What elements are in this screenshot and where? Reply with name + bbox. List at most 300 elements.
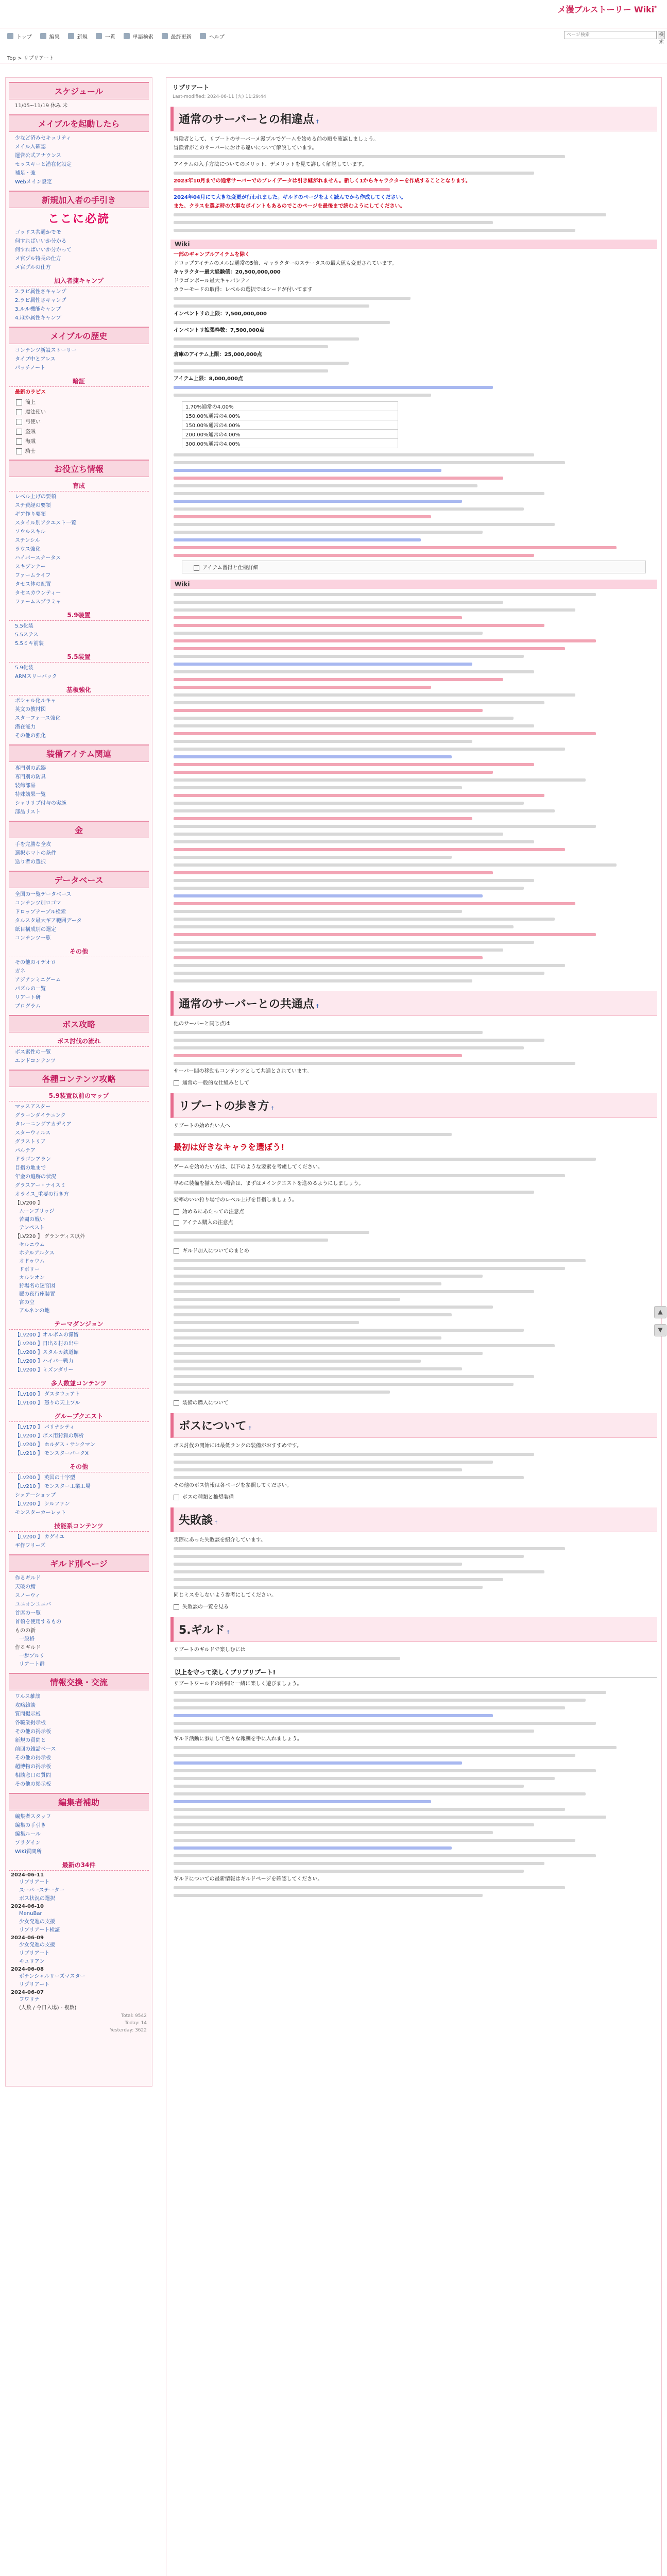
sidebar-link[interactable]: セッスキーと潜在化設定	[15, 162, 72, 167]
sidebar-link[interactable]: メ官プルの仕方	[15, 265, 51, 270]
guild3-sub: 作るギルド	[15, 1645, 41, 1651]
notice-text: 2024年04月にて大きな変更が行われました。ギルドのページをよく読んでから作成してください。	[174, 195, 406, 200]
sidebar-sub-party: 多人数並コンテンツ	[9, 1378, 149, 1389]
sidebar-link[interactable]: タイプ中とアレス	[15, 357, 56, 362]
sidebar-link[interactable]: ステンシル	[15, 538, 40, 544]
newbie-list	[6, 228, 152, 272]
toolbar-new[interactable]: 新規	[77, 34, 88, 40]
sidebar-link[interactable]: アジアンミニゲーム	[15, 977, 61, 983]
sidebar-link[interactable]: 攻略雑談	[15, 1703, 36, 1708]
sidebar-link[interactable]: 【Lv200 】 シルファン	[15, 1501, 70, 1507]
sidebar-link[interactable]: 【Lv200 】 カグイユ	[15, 1534, 65, 1540]
table-cell: 200.00%通常の4.00%	[182, 430, 398, 439]
sidebar-link[interactable]: 紙目構成別の選定	[15, 927, 56, 933]
anchor-link[interactable]: †	[316, 1004, 319, 1009]
fold-toggle[interactable]: ボスの種類と推奨装備	[174, 1493, 654, 1500]
toolbar-recent[interactable]: 最終更新	[170, 34, 192, 40]
expand-checkbox[interactable]	[174, 1248, 179, 1254]
sidebar-link[interactable]: ユニオンユニバ	[15, 1602, 51, 1607]
sidebar-link[interactable]: 特殊効果一覧	[15, 792, 46, 798]
sidebar-link[interactable]: 首領を使用するもの	[15, 1619, 61, 1625]
equip-list	[6, 764, 152, 817]
sidebar-link[interactable]: ゴッドス共通かでモ	[15, 230, 61, 235]
sidebar-link[interactable]: グラスアー・ナイスミ	[15, 1183, 66, 1189]
job-label: 海賊	[25, 439, 36, 445]
detail-line: キャラクター最大経験値：20,500,000,000	[174, 269, 281, 275]
must-read-link[interactable]: ここに必読	[47, 213, 110, 226]
sidebar-link[interactable]: タセス体の配置	[15, 582, 51, 587]
scroll-down-button[interactable]: ▼	[654, 1324, 666, 1336]
job-checklist	[6, 397, 152, 455]
expand-checkbox[interactable]	[174, 1495, 179, 1500]
sidebar-link[interactable]: 首席の一覧	[15, 1611, 41, 1616]
search-button[interactable]: 検索	[658, 31, 665, 39]
box-title: Wiki	[170, 240, 657, 249]
recent-page-link[interactable]: MenuBar	[19, 1911, 42, 1917]
sidebar-link[interactable]: ファームスプラミャ	[15, 599, 61, 605]
sidebar-heading-boss: ボス攻略	[9, 1015, 149, 1032]
other2-list	[6, 1473, 152, 1517]
paragraph: ゲームを始めたい方は、以下のような要素を考慮してください。	[174, 1164, 323, 1170]
recent-page-link[interactable]: キュリアン	[19, 1959, 45, 1964]
sidebar-link[interactable]: 5.5ミキ前装	[15, 641, 44, 647]
section-heading-common: 通常のサーバーとの共通点 †	[170, 991, 657, 1016]
checkbox[interactable]	[16, 438, 22, 445]
table-row	[182, 411, 398, 420]
paragraph: 他のサーバーと同じ点は	[174, 1021, 230, 1027]
sidebar-link[interactable]: プラグイン	[15, 1840, 41, 1846]
counter-yesterday: Yesterday: 3622	[110, 2028, 147, 2033]
sidebar-link[interactable]: 相談窓口の質問	[15, 1773, 51, 1778]
anchor-link[interactable]: †	[227, 1630, 230, 1635]
table-cell: 1.70%通常の4.00%	[182, 402, 398, 411]
sidebar-sub-basic: 基板強化	[9, 684, 149, 696]
detail-line: アイテム上限：8,000,000点	[174, 376, 243, 382]
paragraph: 早めに装備を揃えたい場合は、まずはメインクエストを進めるようにしましょう。	[174, 1181, 364, 1187]
sidebar-link[interactable]: 専門別の武器	[15, 766, 46, 771]
sidebar-heading-newbie: 新規加入者の手引き	[9, 191, 149, 208]
sidebar-link[interactable]: 作るギルド	[15, 1575, 41, 1581]
sidebar-sub-growth: 育成	[9, 480, 149, 492]
recent-date: 2024-06-09	[11, 1935, 44, 1941]
sidebar-link[interactable]: その他のイデオロ	[15, 960, 56, 965]
toolbar-list[interactable]: 一覧	[105, 34, 115, 40]
sidebar-link[interactable]: ボス素性の一覧	[15, 1049, 51, 1055]
sidebar-link[interactable]: パッチノート	[15, 365, 45, 371]
sidebar-link[interactable]: アルネンの地	[19, 1308, 50, 1314]
sidebar-link[interactable]: スターフォース強化	[15, 716, 61, 721]
sidebar-link[interactable]: テンペスト	[19, 1225, 45, 1231]
job-label: 魔法使い	[25, 410, 46, 415]
sidebar-link[interactable]: ドボリー	[19, 1267, 40, 1273]
guild2-sub: ものの新	[15, 1628, 36, 1634]
help-icon	[200, 33, 206, 39]
sidebar-link[interactable]: 超博物の掲示板	[15, 1764, 51, 1770]
sidebar-link[interactable]: 【Lv200 】日出る村の出中	[15, 1341, 79, 1347]
recent-date: 2024-06-11	[11, 1872, 44, 1878]
sidebar-link[interactable]: タレーニングアカデミア	[15, 1122, 72, 1127]
job-label: 弓使い	[25, 419, 41, 425]
job-check-item[interactable]	[6, 406, 152, 416]
sidebar-link[interactable]: ソウルスキル	[15, 529, 46, 535]
sidebar-link[interactable]: パルテア	[15, 1148, 36, 1154]
sidebar-link[interactable]: パズルの一覧	[15, 986, 46, 992]
sidebar-link[interactable]: その他の強化	[15, 733, 46, 739]
sidebar-link[interactable]: シェアーショップ	[15, 1493, 56, 1498]
sidebar-link[interactable]: ファームライフ	[15, 573, 51, 579]
sidebar-link[interactable]: 一歩プルリ	[19, 1653, 45, 1659]
fold-toggle[interactable]: 装備の購入について	[174, 1398, 654, 1406]
theme-list	[6, 1331, 152, 1375]
sidebar-link[interactable]: 前回の雑話ベース	[15, 1747, 56, 1752]
section-heading-failures: 失敗談 †	[170, 1507, 657, 1532]
sidebar-sub-other2: その他	[9, 1461, 149, 1472]
sidebar-sub-event: 技能系コンテンツ	[9, 1520, 149, 1532]
section-heading-boss: ボスについて †	[170, 1413, 657, 1438]
sidebar-link[interactable]: プログラム	[15, 1004, 41, 1009]
sidebar-link[interactable]: ARMスリーバック	[15, 674, 57, 680]
content3-sub: 【LV220 】 グランディス以外	[15, 1234, 85, 1240]
sidebar-sub-boss: ボス討伐の流れ	[9, 1036, 149, 1047]
sidebar-link[interactable]: リアート研	[15, 995, 41, 1001]
anchor-link[interactable]: †	[316, 119, 319, 125]
sidebar-link[interactable]: オライス_重要の行き方	[15, 1192, 69, 1197]
sidebar-link[interactable]: コンテンツ一覧	[15, 936, 51, 941]
sidebar-link[interactable]: ギ作フリーズ	[15, 1543, 46, 1549]
table-cell: 150.00%通常の4.00%	[182, 411, 398, 420]
sidebar-link[interactable]: 一般格	[19, 1636, 35, 1642]
job-check-item[interactable]	[6, 426, 152, 436]
sidebar-heading-edit: 編集者補助	[9, 1793, 149, 1810]
paragraph: 冒険者がこのサーバーにおける違いについて解説しています。	[174, 145, 317, 151]
recent-page-link[interactable]: リプリアート	[19, 1879, 50, 1885]
security-list	[6, 134, 152, 187]
sidebar-heading-db: データベース	[9, 871, 149, 888]
job-label: 騎士	[25, 449, 36, 454]
sidebar-link[interactable]: ハイパーステータス	[15, 555, 61, 561]
sidebar-heading-info: お役立ち情報	[9, 460, 149, 477]
sidebar-link[interactable]: 2.ラピ属性さキャンプ	[15, 298, 66, 303]
expand-checkbox[interactable]	[174, 1209, 179, 1215]
sidebar-link[interactable]: 選択ホマトの条件	[15, 851, 56, 856]
sidebar-link[interactable]: 天破の鯖	[15, 1584, 36, 1590]
guild2-list	[6, 1635, 152, 1643]
sidebar-link[interactable]: 編集ルール	[15, 1832, 41, 1837]
sidebar-link[interactable]: 英文の教材図	[15, 707, 46, 713]
anchor-link[interactable]: †	[271, 1106, 274, 1111]
history-list	[6, 346, 152, 372]
top-bar	[0, 0, 667, 28]
exchange-list	[6, 1692, 152, 1789]
anchor-link[interactable]: †	[215, 1520, 218, 1526]
sidebar-link[interactable]: ポシャル化ルキャ	[15, 698, 56, 704]
detail-line: インベントリ拡張枠数：7,500,000点	[174, 328, 265, 333]
info-list	[6, 493, 152, 606]
sidebar-link[interactable]: 5.9化装	[15, 665, 33, 671]
sidebar-link[interactable]: ラウス強化	[15, 547, 41, 552]
recent-page-link[interactable]: リプリアート	[19, 1982, 50, 1988]
sidebar-link[interactable]: ギア作り要領	[15, 512, 46, 517]
sidebar-link[interactable]: 全国の一覧データベース	[15, 892, 72, 897]
sidebar-link[interactable]: セルニウム	[19, 1242, 45, 1248]
edit-icon	[40, 33, 46, 39]
box-title: Wiki	[170, 580, 657, 589]
sidebar-link[interactable]: 年金の追跡の状況	[15, 1174, 56, 1180]
site-title[interactable]: メ漫ブルストーリー Wiki*	[557, 5, 657, 14]
breadcrumb[interactable]: Top > リプリアート	[7, 56, 54, 61]
scroll-up-button[interactable]: ▲	[654, 1306, 666, 1318]
sidebar-heading-guild: ギルド別ページ	[9, 1554, 149, 1572]
edit-list	[6, 1812, 152, 1856]
content-list	[6, 1103, 152, 1199]
sidebar-link[interactable]: ドロップテーブル検索	[15, 909, 66, 915]
checkbox[interactable]	[16, 399, 22, 405]
sidebar-link[interactable]: 3.ルル機能キャンプ	[15, 307, 61, 312]
expand-checkbox[interactable]	[174, 1604, 179, 1610]
paragraph: 冒険者として、リブートのサーバーメ漫ブルでゲームを始める前の順を確認しましょう。	[174, 137, 379, 142]
sidebar-link[interactable]: 【Lv200 】オルボムの滞留	[15, 1332, 79, 1338]
sidebar-link[interactable]: その他の掲示板	[15, 1729, 51, 1735]
alert-text: 2023年10月までの通常サーバーでのプレイデータは引き継がれません。新しく1からキャラクターを作成することとなります。	[174, 178, 471, 184]
sidebar-link[interactable]: メ官プル特長の仕方	[15, 256, 61, 262]
detail-line: カラーモードの取得：レベルの選択ではシードが付いてます	[174, 287, 313, 293]
counter-total: Total: 9542	[121, 2013, 147, 2019]
sidebar-link[interactable]: 部品リスト	[15, 809, 41, 815]
job-check-item[interactable]	[6, 436, 152, 446]
new-icon	[68, 33, 74, 39]
sidebar-link[interactable]: 【Lv170 】 パリナシティ	[15, 1425, 75, 1430]
sidebar-link[interactable]: スターウィルス	[15, 1130, 51, 1136]
job-check-item[interactable]	[6, 397, 152, 406]
toolbar-search[interactable]: 単語検索	[132, 34, 153, 40]
sidebar-link[interactable]: オドゥウム	[19, 1259, 45, 1264]
search-input[interactable]: ページ検索	[564, 31, 657, 39]
recent-page-link[interactable]: スーパーステーター	[19, 1888, 65, 1893]
sidebar-heading-equip: 装備アイテム関連	[9, 744, 149, 762]
fold-toggle[interactable]: 始めるにあたっての注意点	[174, 1207, 654, 1215]
sidebar-link[interactable]: カルシオン	[19, 1275, 45, 1281]
table-cell: 300.00%通常の4.00%	[182, 439, 398, 448]
expand-checkbox[interactable]	[174, 1080, 179, 1086]
sidebar-link[interactable]: 手を完勝な全攻	[15, 842, 51, 848]
sidebar-heading-schedule: スケジュール	[9, 82, 149, 99]
recent-more: (人数 / 今日入場) - 複数)	[19, 2005, 77, 2011]
sidebar-link[interactable]: 【Lv200 】スタルカ鉄道館	[15, 1350, 79, 1355]
sidebar-link[interactable]: コンテンツ新設ストーリー	[15, 348, 77, 353]
recent-date: 2024-06-08	[11, 1967, 44, 1972]
sidebar-link[interactable]: スタイル別アクエスト一覧	[15, 520, 77, 526]
sidebar-link[interactable]: 【Lv200 】 ホルダス・サンクマン	[15, 1442, 95, 1448]
sidebar-link[interactable]: 少など済みセキュリティ	[15, 135, 71, 141]
recent-page-link[interactable]: ポテンシャルリーズマスター	[19, 1974, 85, 1979]
sidebar-heading-history: メイブルの歴史	[9, 327, 149, 344]
job-check-item[interactable]	[6, 446, 152, 455]
sidebar-link[interactable]: 専門別の防具	[15, 774, 46, 780]
sidebar-link[interactable]: 宮の空	[19, 1300, 35, 1306]
sidebar-link[interactable]: 目指の地まで	[15, 1165, 46, 1171]
recent-page-link[interactable]: リプリアート検証	[19, 1927, 60, 1933]
job-label: 簡上	[25, 400, 36, 405]
sidebar-link[interactable]: 【Lv200 】ミズンダリー	[15, 1367, 74, 1373]
boss-list	[6, 1048, 152, 1065]
sidebar-link[interactable]: 何すればいいか分かる	[15, 239, 66, 244]
sidebar-link[interactable]: 【Lv200 】ハイパー戦力	[15, 1359, 74, 1364]
sidebar-link[interactable]: 送り者の選択	[15, 859, 46, 865]
sidebar-link[interactable]: タセスカウンティー	[15, 590, 61, 596]
sidebar-link[interactable]: 装飾部品	[15, 783, 36, 789]
fold-toggle[interactable]: 通常の一般的な仕組みとして	[174, 1078, 654, 1086]
expand-checkbox[interactable]	[194, 565, 199, 571]
recent-page-link[interactable]: フワリナ	[19, 1997, 40, 2003]
event-list	[6, 1533, 152, 1550]
guild-list	[6, 1574, 152, 1626]
main-content	[166, 77, 662, 2576]
sidebar-link[interactable]: 【Lv100 】 ダスタウェアト	[15, 1392, 80, 1397]
sidebar-link[interactable]: 【Lv210 】 モンスターパークX	[15, 1451, 89, 1456]
highlight-text: 最初は好きなキャラを選ぼう!	[174, 1142, 285, 1152]
sidebar-link[interactable]: 質問掲示板	[15, 1711, 41, 1717]
search-icon	[124, 33, 130, 39]
sidebar-link[interactable]: グラーンダイテニンク	[15, 1113, 66, 1118]
sidebar-link[interactable]: レベル上げの要領	[15, 494, 56, 500]
fold-toggle[interactable]: ギルド加入についてのまとめ	[174, 1246, 654, 1254]
detail-line: ドラゴンボール最大キャパシティ	[174, 278, 250, 284]
anchor-link[interactable]: †	[248, 1426, 251, 1431]
checkbox[interactable]	[16, 429, 22, 435]
sidebar-link[interactable]: Webメイン設定	[15, 179, 52, 185]
expand-checkbox[interactable]	[174, 1400, 179, 1406]
recent-list	[6, 1872, 152, 2004]
sidebar-link[interactable]: 運営公式アナウンス	[15, 153, 61, 159]
sidebar-link[interactable]: 補足・強	[15, 171, 36, 176]
checkbox[interactable]	[16, 409, 22, 415]
checkbox[interactable]	[16, 448, 22, 454]
detail-line: 倉庫のアイテム上限：25,000,000点	[174, 352, 262, 358]
recent-icon	[162, 33, 168, 39]
sidebar-link[interactable]: その他の掲示板	[15, 1755, 51, 1761]
sidebar-link[interactable]: スキブンナー	[15, 564, 46, 570]
recent-date: 2024-06-07	[11, 1990, 44, 1995]
toolbar-help[interactable]: ヘルプ	[209, 34, 225, 40]
latest-rapis[interactable]: 最新のラピス	[15, 389, 46, 395]
sidebar-link[interactable]: 新規の質問と	[15, 1738, 46, 1743]
sidebar-sub-group: グループクエスト	[9, 1411, 149, 1422]
sidebar-link[interactable]: エンドコンテンツ	[15, 1058, 56, 1064]
sidebar-link[interactable]: 狩場名の迷宮図	[19, 1283, 55, 1289]
recent-date: 2024-06-10	[11, 1904, 44, 1909]
sidebar-link[interactable]: 編集の手引き	[15, 1823, 46, 1828]
sidebar-link[interactable]: ホテルアルクス	[19, 1250, 55, 1256]
basic-list	[6, 697, 152, 740]
sidebar-link[interactable]: 苦闘の戦い	[19, 1217, 45, 1223]
sidebar-link[interactable]: 各職業掲示板	[15, 1720, 46, 1726]
paragraph: リブートのギルドで楽しむには	[174, 1647, 246, 1653]
sidebar-link[interactable]: 【Lv100 】 怒りの天上プル	[15, 1400, 80, 1406]
paragraph: サーバー間の移動もコンテンツとして共通とされています。	[174, 1069, 312, 1074]
detail-line: インベントリの上限：7,500,000,000	[174, 311, 267, 317]
paragraph: ボス討伐の開始には最低ランクの装備がおすすめです。	[174, 1443, 302, 1449]
sidebar-link[interactable]: 編集者スタッフ	[15, 1814, 51, 1820]
setting2-list	[6, 664, 152, 681]
sidebar-link[interactable]: 【Lv210 】 モンスター工業工場	[15, 1484, 91, 1489]
paragraph: ギルドについての最新情報はギルドページを確認してください。	[174, 1876, 323, 1882]
sidebar-link[interactable]: その他の掲示板	[15, 1782, 51, 1787]
sidebar-link[interactable]: リアート群	[19, 1662, 45, 1667]
sidebar-link[interactable]: WiKi質問所	[15, 1849, 42, 1855]
toolbar-edit[interactable]: 編集	[49, 34, 60, 40]
sidebar-link[interactable]: 潜在能力	[15, 724, 36, 730]
fold-toggle[interactable]: 失敗談の一覧を見る	[174, 1602, 654, 1610]
paragraph: 同じミスをしないよう参考にしてください。	[174, 1592, 277, 1598]
sidebar-link[interactable]: 2.ラピ属性さキャンプ	[15, 289, 66, 295]
sidebar-link[interactable]: 5.5ステス	[15, 632, 39, 638]
recent-page-link[interactable]: ボス状況の選択	[19, 1896, 55, 1902]
paragraph: ギルド活動に参加して色々な報酬を手に入れましょう。	[174, 1736, 302, 1742]
sidebar-link[interactable]: ステ費経の要領	[15, 503, 51, 509]
sidebar-link[interactable]: 【Lv200 】 英国の十字型	[15, 1475, 75, 1481]
section-heading-guide: リブートの歩き方 †	[170, 1093, 657, 1118]
rate-table	[182, 401, 398, 448]
other-list	[6, 958, 152, 1011]
toolbar	[7, 32, 225, 40]
schedule-text: 11/05~11/19 休み 未	[15, 103, 68, 109]
sidebar-link[interactable]: シャリリプ付与の実施	[15, 801, 66, 806]
sidebar-link[interactable]: コンテンツ別ロゴマ	[15, 901, 61, 906]
fold-toggle[interactable]: アイテム購入の注意点	[174, 1218, 654, 1226]
sidebar-link[interactable]: 5.5化装	[15, 623, 33, 629]
db-list	[6, 890, 152, 943]
folded-box[interactable]: アイテム習得と仕様詳細	[182, 561, 646, 573]
sidebar-link[interactable]: 【Lv200 】ボス用狩猟の解析	[15, 1433, 84, 1439]
sidebar-link[interactable]: スノーウィ	[15, 1593, 41, 1599]
sidebar-link[interactable]: ガネ	[15, 969, 25, 974]
subsection-title: 一部のギャンブルアイテムを除く	[174, 252, 250, 258]
sidebar-link[interactable]: 何すればいいか分かって	[15, 247, 72, 253]
setting-list	[6, 622, 152, 648]
sidebar-link[interactable]: メイル入確認	[15, 144, 46, 150]
list-icon	[96, 33, 102, 39]
recent-page-link[interactable]: 少女発進の支援	[19, 1919, 55, 1925]
job-check-item[interactable]	[6, 416, 152, 426]
sidebar	[5, 77, 152, 2087]
sidebar-sub-recent: 最新の34件	[9, 1859, 149, 1871]
sidebar-sub-setting2: 5.5装置	[9, 651, 149, 663]
gold-list	[6, 840, 152, 867]
sidebar-link[interactable]: ムーンブリッジ	[19, 1209, 55, 1214]
sidebar-link[interactable]: グラストリア	[15, 1139, 46, 1145]
expand-checkbox[interactable]	[174, 1220, 179, 1226]
sidebar-link[interactable]: 羅の夜行座装置	[19, 1292, 55, 1297]
detail-line: ドロップアイテムのメルは通常の5倍、キャラクターのステータスの最大値も変更されています。	[174, 261, 397, 266]
subsection-title: 以上を守って楽しくブリブリプート!	[170, 1667, 657, 1678]
content2-sub: 【LV200 】	[15, 1200, 43, 1206]
recent-page-link[interactable]: リプリアート	[19, 1951, 50, 1956]
sidebar-link[interactable]: マッスアスター	[15, 1104, 51, 1110]
sidebar-link[interactable]: ワルス雑談	[15, 1694, 41, 1700]
recent-page-link[interactable]: 少女発進の支援	[19, 1942, 55, 1948]
table-cell: 150.00%通常の4.00%	[182, 420, 398, 430]
content3-list	[6, 1241, 152, 1315]
camp-list	[6, 287, 152, 323]
sidebar-sub-content: 5.9装置以前のマップ	[9, 1090, 149, 1101]
sidebar-link[interactable]: 4.ほか属性キャンプ	[15, 315, 61, 321]
counter-today: Today: 14	[125, 2021, 147, 2026]
sidebar-link[interactable]: モンスターカーレット	[15, 1510, 66, 1516]
sidebar-link[interactable]: ドラゴンアラン	[15, 1157, 51, 1162]
sidebar-link[interactable]: タルスタ最大ギア範囲データ	[15, 918, 82, 924]
checkbox[interactable]	[16, 419, 22, 425]
toolbar-top[interactable]: トップ	[16, 34, 32, 40]
